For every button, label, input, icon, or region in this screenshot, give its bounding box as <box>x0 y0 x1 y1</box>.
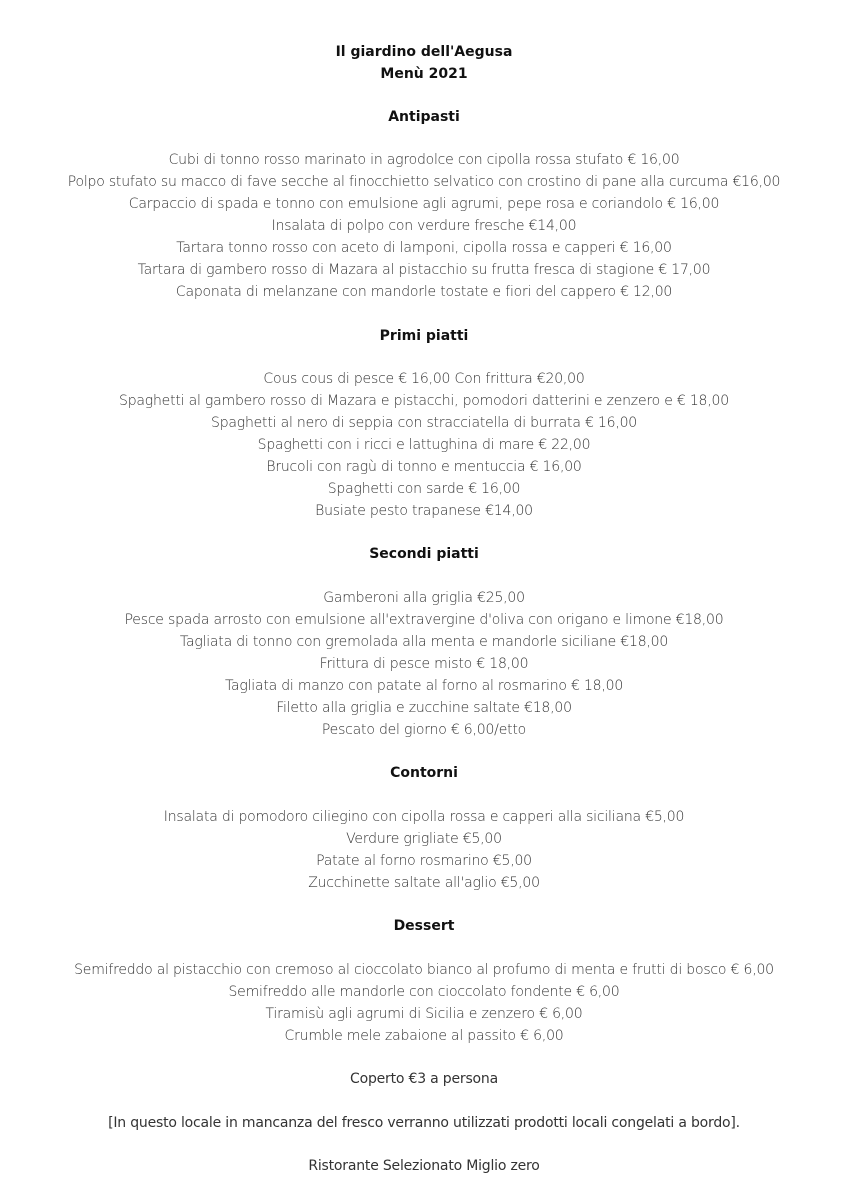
menu-item: Semifreddo al pistacchio con cremoso al cioccolato bianco al profumo di menta e frutti di bosco € 6,00 <box>74 962 774 978</box>
certification-note: Ristorante Selezionato Miglio zero <box>308 1158 540 1174</box>
menu-item: Tiramisù agli agrumi di Sicilia e zenzero € 6,00 <box>265 1006 583 1022</box>
menu-item: Tartara tonno rosso con aceto di lamponi, cipolla rossa e capperi € 16,00 <box>176 240 672 256</box>
menu-item: Pesce spada arrosto con emulsione all'extravergine d'oliva con origano e limone €18,00 <box>124 612 724 628</box>
menu-item: Spaghetti al nero di seppia con stracciatella di burrata € 16,00 <box>211 415 637 431</box>
menu-item: Zucchinette saltate all'aglio €5,00 <box>308 875 540 891</box>
menu-item: Cubi di tonno rosso marinato in agrodolce con cipolla rossa stufato € 16,00 <box>168 152 680 168</box>
section-title-primi-piatti: Primi piatti <box>379 328 469 344</box>
menu-item: Insalata di polpo con verdure fresche €14,00 <box>271 218 577 234</box>
section-title-contorni: Contorni <box>390 765 458 781</box>
menu-item: Gamberoni alla griglia €25,00 <box>323 590 525 606</box>
section-items-contorni <box>0 806 848 894</box>
menu-item: Pescato del giorno € 6,00/etto <box>321 722 527 738</box>
menu-item: Patate al forno rosmarino €5,00 <box>316 853 532 869</box>
menu-item: Spaghetti al gambero rosso di Mazara e pistacchi, pomodori datterini e zenzero e € 18,00 <box>119 393 729 409</box>
menu-item: Polpo stufato su macco di fave secche al finocchietto selvatico con crostino di pane alla curcuma €16,00 <box>67 174 781 190</box>
menu-item: Busiate pesto trapanese €14,00 <box>315 503 533 519</box>
section-items-secondi-piatti <box>0 587 848 741</box>
menu-item: Caponata di melanzane con mandorle tostate e fiori del cappero € 12,00 <box>175 284 673 300</box>
menu-title: Menù 2021 <box>380 66 468 82</box>
disclaimer-note: [In questo locale in mancanza del fresco verranno utilizzati prodotti locali congelati a bordo]. <box>108 1115 740 1131</box>
section-items-primi-piatti <box>0 368 848 522</box>
menu-item: Spaghetti con i ricci e lattughina di mare € 22,00 <box>257 437 591 453</box>
menu-item: Tagliata di manzo con patate al forno al rosmarino € 18,00 <box>224 678 624 694</box>
menu-item: Verdure grigliate €5,00 <box>346 831 502 847</box>
section-title-dessert: Dessert <box>393 918 455 934</box>
menu-item: Cous cous di pesce € 16,00 Con frittura €20,00 <box>263 371 585 387</box>
coperto-note: Coperto €3 a persona <box>350 1071 498 1087</box>
menu-item: Insalata di pomodoro ciliegino con cipolla rossa e capperi alla siciliana €5,00 <box>163 809 685 825</box>
restaurant-name: Il giardino dell'Aegusa <box>335 44 513 60</box>
menu-item: Crumble mele zabaione al passito € 6,00 <box>284 1028 564 1044</box>
menu-item: Semifreddo alle mandorle con cioccolato fondente € 6,00 <box>228 984 620 1000</box>
menu-header <box>0 41 848 85</box>
menu-item: Spaghetti con sarde € 16,00 <box>327 481 521 497</box>
menu-item: Filetto alla griglia e zucchine saltate €18,00 <box>276 700 572 716</box>
section-items-dessert <box>0 959 848 1047</box>
section-title-secondi-piatti: Secondi piatti <box>369 546 479 562</box>
menu-item: Tartara di gambero rosso di Mazara al pistacchio su frutta fresca di stagione € 17,00 <box>137 262 711 278</box>
menu-item: Tagliata di tonno con gremolada alla menta e mandorle siciliane €18,00 <box>179 634 669 650</box>
section-title-antipasti: Antipasti <box>388 109 460 125</box>
menu-item: Frittura di pesce misto € 18,00 <box>319 656 529 672</box>
menu-item: Brucoli con ragù di tonno e mentuccia € 16,00 <box>266 459 582 475</box>
section-items-antipasti <box>0 149 848 303</box>
menu-item: Carpaccio di spada e tonno con emulsione agli agrumi, pepe rosa e coriandolo € 16,00 <box>128 196 720 212</box>
